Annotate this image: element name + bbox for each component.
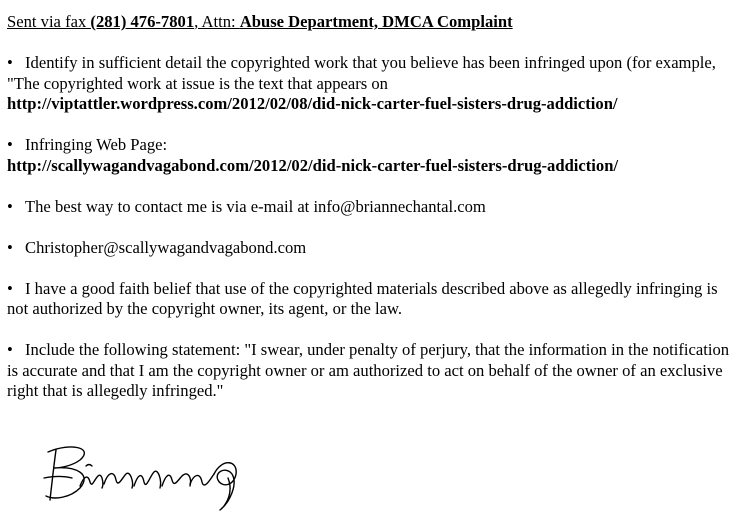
handwritten-signature [42,438,262,516]
fax-number: (281) 476-7801 [90,12,195,31]
item-email [7,238,742,259]
bullet-icon: • [7,340,13,359]
bullet-icon: • [7,53,13,72]
item-text: I have a good faith belief that use of the copyrighted materials described above as allegedly infringing is not authorized by the copyright owner, its agent, or the law. [7,278,718,318]
item-identify-work [7,53,742,115]
bullet-icon: • [7,278,13,298]
bullet-icon: • [7,135,13,154]
item-contact [7,197,742,218]
item-statement [7,340,742,402]
infringing-page-url: http://scallywagandvagabond.com/2012/02/did-nick-carter-fuel-sisters-drug-addiction/ [7,155,619,175]
item-text: Include the following statement: "I swear, under penalty of perjury, that the information in the notification is accurate and that I am the copyright owner or am authorized to act on behalf of the owner of an exclusive right that is allegedly infringed." [7,340,730,400]
bullet-icon: • [7,237,13,257]
document-body [7,12,742,402]
item-good-faith [7,279,742,320]
item-text: The best way to contact me is via e-mail at info@briannechantal.com [25,196,486,216]
fax-header [7,12,742,33]
item-infringing-page [7,135,742,176]
item-text: Christopher@scallywagandvagabond.com [25,237,307,257]
item-text: Infringing Web Page: [25,135,168,154]
original-work-url: http://viptattler.wordpress.com/2012/02/08/did-nick-carter-fuel-sisters-drug-addiction/ [7,94,618,113]
bullet-icon: • [7,196,13,216]
attention-line: Abuse Department, DMCA Complaint [239,12,513,31]
header-mid: , Attn: [194,12,240,31]
item-text: Identify in sufficient detail the copyrighted work that you believe has been infringed upon (for example, "The copyrighted work at issue is the text that appears on [7,53,716,93]
header-prefix: Sent via fax [7,12,91,31]
